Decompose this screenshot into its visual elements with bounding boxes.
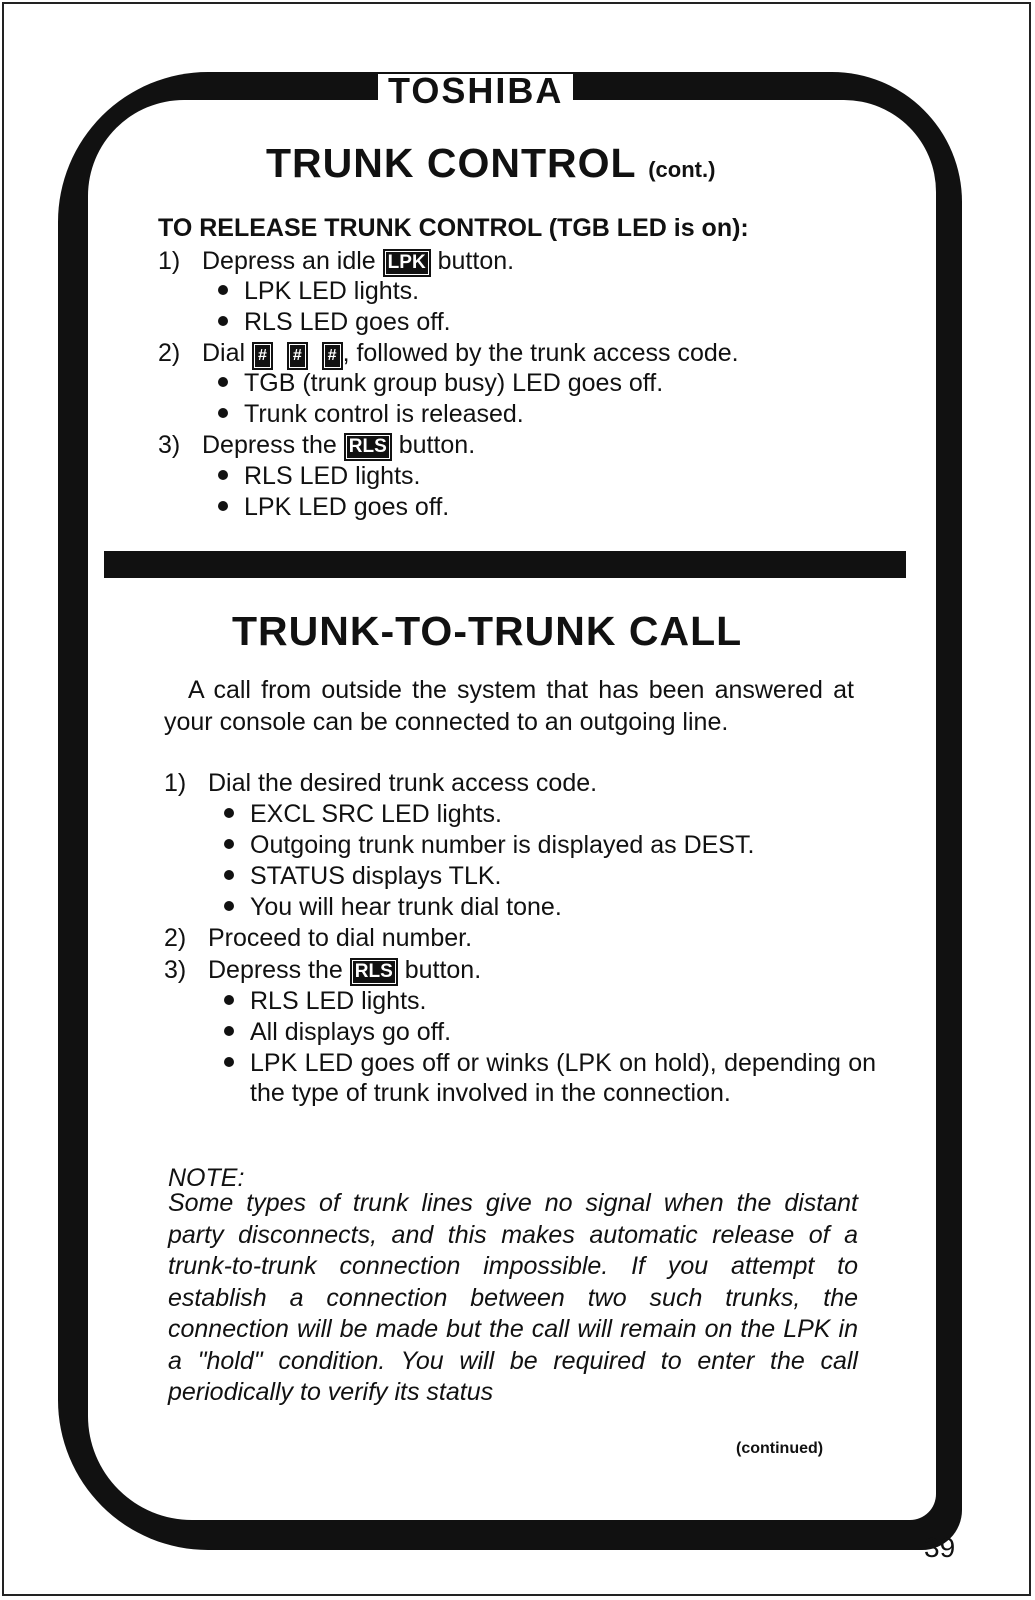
bullet-icon [218, 470, 228, 480]
bullet-text: LPK LED lights. [244, 277, 420, 305]
step-text: Depress the [208, 956, 343, 984]
s2-step3-bullet [224, 1048, 876, 1108]
bullet-text: RLS LED goes off. [244, 308, 451, 336]
page-number: 39 [924, 1532, 956, 1563]
s1-step1 [158, 246, 514, 277]
step-number: 3) [158, 431, 181, 459]
section2-intro: A call from outside the system that has been answered at your console can be connected to an outgoing line. [164, 676, 854, 736]
bullet-icon [224, 870, 234, 880]
bullet-icon [218, 501, 228, 511]
bullet-icon [218, 316, 228, 326]
s1-step3 [158, 430, 475, 461]
bullet-icon [218, 377, 228, 387]
section-divider [104, 551, 906, 578]
bullet-text: TGB (trunk group busy) LED goes off. [244, 369, 664, 397]
s2-step1-bullet [224, 861, 501, 891]
s1-step3-bullet [218, 461, 420, 491]
step-text: Depress the [202, 431, 337, 459]
s2-step3-bullet [224, 986, 426, 1016]
bullet-text: LPK LED goes off or winks (LPK on hold), depending on the type of trunk involved in the connection. [250, 1049, 876, 1107]
bullet-icon [224, 808, 234, 818]
step-number: 1) [158, 247, 181, 275]
bullet-icon [224, 839, 234, 849]
note-text: Some types of trunk lines give no signal when the distant party disconnects, and this makes automatic release of a trunk-to-trunk connection impossible. If you attempt to establish a connection between two such trunks, the connection will be made but the call will remain on the LPK in a "hold" condition. You will be required to enter the call periodically to verify its status [168, 1189, 858, 1406]
section1-title-text: TRUNK CONTROL [266, 140, 636, 186]
step-text: Depress an idle [202, 247, 376, 275]
step-text: Dial the desired trunk access code. [208, 769, 598, 797]
bullet-icon [218, 285, 228, 295]
s2-step2 [164, 923, 472, 953]
bullet-text: RLS LED lights. [244, 462, 421, 490]
s2-step1-bullet [224, 799, 502, 829]
lpk-key-icon: LPK [383, 249, 431, 277]
continued-label: (continued) [736, 1440, 824, 1457]
s2-step3 [164, 955, 481, 986]
step-text: button. [398, 431, 476, 459]
bullet-text: EXCL SRC LED lights. [250, 800, 502, 828]
bullet-text: Trunk control is released. [244, 400, 524, 428]
bullet-icon [218, 408, 228, 418]
note-label: NOTE: [168, 1164, 245, 1192]
section1-subheading: TO RELEASE TRUNK CONTROL (TGB LED is on): [158, 214, 749, 242]
bullet-text: You will hear trunk dial tone. [250, 893, 562, 921]
step-text: Proceed to dial number. [208, 924, 473, 952]
section1-title-suffix: (cont.) [648, 157, 716, 182]
bullet-icon [224, 1026, 234, 1036]
s2-step1-bullet [224, 892, 562, 922]
step-number: 3) [164, 956, 187, 984]
bullet-icon [224, 995, 234, 1005]
bullet-icon [224, 901, 234, 911]
s1-step2-bullet [218, 399, 524, 429]
s1-step2-bullet [218, 368, 663, 398]
rls-key-icon: RLS [350, 958, 398, 986]
s1-step1-bullet [218, 307, 451, 337]
bullet-icon [224, 1057, 234, 1067]
hash-key-icon: # [322, 342, 343, 370]
step-text: , followed by the trunk access code. [342, 339, 739, 367]
bullet-text: LPK LED goes off. [244, 493, 450, 521]
step-number: 2) [158, 339, 181, 367]
rls-key-icon: RLS [344, 433, 392, 461]
hash-key-icon: # [287, 342, 308, 370]
step-text: Dial [202, 339, 246, 367]
step-number: 2) [164, 924, 187, 952]
section2-title: TRUNK-TO-TRUNK CALL [232, 608, 743, 654]
hash-key-icon: # [252, 342, 273, 370]
brand-logo: TOSHIBA [378, 74, 573, 108]
step-text: button. [437, 247, 515, 275]
s1-step2 [158, 338, 739, 370]
section1-title [266, 140, 715, 187]
s2-step1-bullet [224, 830, 754, 860]
s1-step1-bullet [218, 276, 419, 306]
bullet-text: RLS LED lights. [250, 987, 427, 1015]
s2-step3-bullet [224, 1017, 451, 1047]
bullet-text: STATUS displays TLK. [250, 862, 502, 890]
s2-step1 [164, 768, 597, 798]
bullet-text: All displays go off. [250, 1018, 452, 1046]
step-number: 1) [164, 769, 187, 797]
bullet-text: Outgoing trunk number is displayed as DEST. [250, 831, 755, 859]
step-text: button. [404, 956, 482, 984]
s1-step3-bullet [218, 492, 449, 522]
